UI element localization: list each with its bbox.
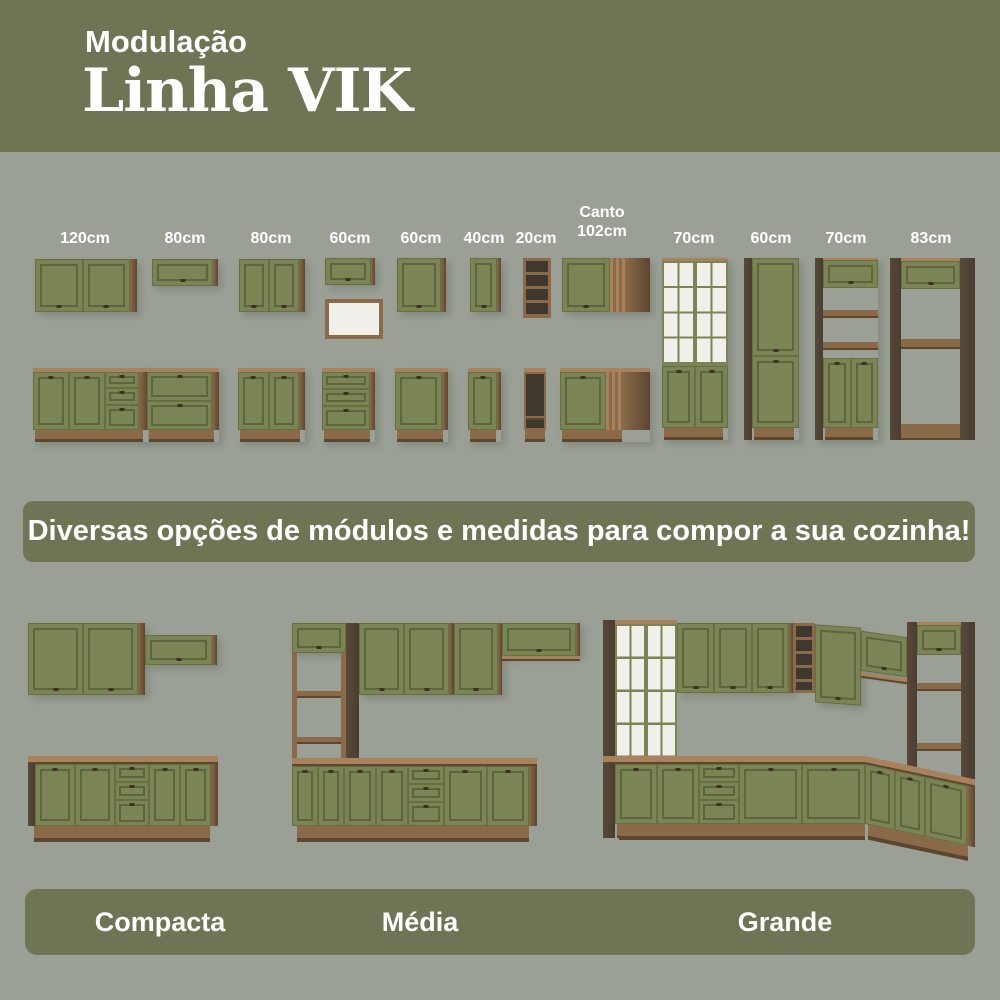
open-tower-83cm-illustration <box>890 258 975 440</box>
open-base-unit-20cm-illustration <box>524 368 546 442</box>
footer-bar <box>25 889 975 955</box>
slogan-banner <box>23 501 975 562</box>
wall-cabinet-60cm-illustration <box>397 258 446 312</box>
module-label-60cm-c: 60cm <box>750 230 792 247</box>
module-label-80cm-b: 80cm <box>250 230 292 247</box>
oven-tower-70cm-illustration <box>815 258 878 440</box>
slogan-text: Diversas opções de módulos e medidas para compor a sua cozinha! <box>27 515 971 547</box>
base-drawer-cabinet-60cm-illustration <box>322 368 375 442</box>
glass-display-tower-70cm-illustration <box>662 258 728 440</box>
module-label-83cm: 83cm <box>910 230 952 247</box>
kitchen-grande-illustration <box>603 620 975 855</box>
module-label-20cm: 20cm <box>515 230 557 247</box>
wall-flap-cabinet-60cm-illustration <box>325 258 375 285</box>
module-label-70cm-b: 70cm <box>825 230 867 247</box>
page-title: Linha VIK <box>82 56 412 126</box>
module-label-60cm-b: 60cm <box>400 230 442 247</box>
module-label-canto-line2: 102cm <box>577 223 627 240</box>
base-cabinet-40cm-illustration <box>468 368 501 442</box>
module-label-80cm-a: 80cm <box>164 230 206 247</box>
footer-label-grande: Grande <box>737 907 833 937</box>
corner-base-cabinet-102cm-illustration <box>560 368 650 442</box>
module-label-60cm-a: 60cm <box>329 230 371 247</box>
base-drawer-cabinet-80cm-illustration <box>147 368 219 442</box>
module-label-40cm: 40cm <box>463 230 505 247</box>
footer-label-compacta: Compacta <box>94 907 226 937</box>
base-cabinet-80cm-illustration <box>238 368 305 442</box>
wall-flap-cabinet-80cm-illustration <box>152 259 218 286</box>
wall-cabinet-120cm-illustration <box>35 259 137 312</box>
module-label-canto-line1: Canto <box>579 204 625 221</box>
footer-label-media: Média <box>381 907 459 937</box>
module-label-canto-102cm <box>557 196 647 248</box>
base-cabinet-60cm-illustration <box>395 368 448 442</box>
pantry-tower-60cm-illustration <box>744 258 799 440</box>
kitchen-compacta-illustration <box>28 623 223 847</box>
module-label-70cm-a: 70cm <box>673 230 715 247</box>
page-header <box>0 0 1000 152</box>
header-kicker: Modulação <box>85 24 247 59</box>
kitchen-media-illustration <box>292 623 537 845</box>
open-niche-60cm-illustration <box>325 299 383 339</box>
corner-wall-cabinet-102cm-illustration <box>562 258 650 312</box>
wall-cabinet-40cm-illustration <box>470 258 501 312</box>
wall-cabinet-80cm-illustration <box>239 259 305 312</box>
module-label-120cm: 120cm <box>60 230 110 247</box>
base-cabinet-120cm-illustration <box>33 368 148 442</box>
open-shelf-wall-unit-20cm-illustration <box>523 258 551 318</box>
